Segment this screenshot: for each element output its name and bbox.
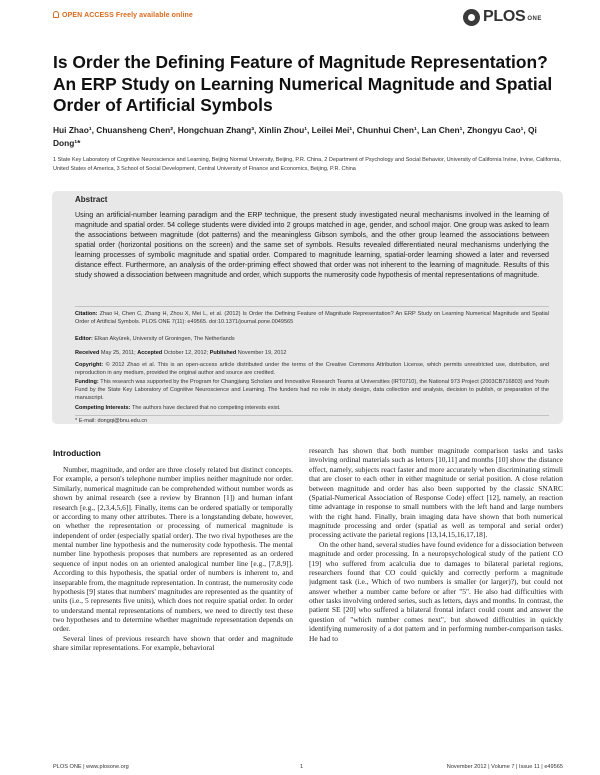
accepted-label: Accepted <box>137 350 163 356</box>
affiliations: 1 State Key Laboratory of Cognitive Neuroscience and Learning, Beijing Normal University, Beijing, P.R. China, 2 Department of Psychology and Social Behavior, University of California Irvine, Irvine, California, United States of America, 3 School of Social Development, Central University of Finance and Economics, Beijing, P.R. China <box>53 157 561 172</box>
body-column-left <box>53 465 293 755</box>
copyright <box>75 361 549 377</box>
paragraph: On the other hand, several studies have found evidence for a dissociation between magnitude and order processing. In a neuropsychological study of the patient CO [19] who suffered from acalculia due to damages to bilateral parietal regions, researchers found that CO could quickly and correctly perform a magnitude judgment task (i.e., Which of two numbers is smaller (or larger)?), but could not answer whether a number came before or after "5". He also had difficulties with other tasks involving ordered series, such as letters, days and months. In contrast, the patient SE [20] who suffered a bilateral frontal infarct could count and answer the question of "which number comes next", but showed difficulties in quickly identifying numerosity of a dot pattern and in performing number-comparison tasks. He had to <box>309 539 563 643</box>
funding-text: This research was supported by the Program for Changjiang Scholars and Innovative Research Teams at Universities (IRT0710), the National 973 Project (2003CB716803) and Youth Fund by the State Key Laboratory of Cognitive Neuroscience and Learning. The funders had no role in study design, data collection and analysis, decision to publish, or preparation of the manuscript. <box>75 379 549 402</box>
editor <box>75 335 549 343</box>
editor-label: Editor: <box>75 336 93 342</box>
paragraph: Number, magnitude, and order are three closely related but distinct concepts. For example, a person's telephone number implies neither magnitude nor order. Similarly, numerical magnitude can be comprehended without number words as shown by animal research (see a review by Brannon [1]) and human infant research [e.g., [2,3,4,5,6]]. Finally, items can be ordered spatially or temporally or according to many other attributes. There is a longstanding debate, however, on whether the representation or processing of numerical magnitude is independent of order (especially spatial order). The two rival hypotheses are the mental number line hypothesis and the numerosity code hypothesis. The mental number line hypothesis proposes that numbers are represented as an ordered sequence of input nodes on an oriented analogical number line [e.g., [7,8,9]]. According to this hypothesis, the spatial order of numbers is inherent to, and inseparable from, the magnitude representation. In contrast, the numerosity code hypothesis [9] states that numbers' magnitudes are represented as the quantity of units (i.e., 5 represents five units), which does not require spatial order. In order to understand mental representations of numbers, we need to directly test these two hypotheses and to determine whether magnitude representation depends on order. <box>53 465 293 634</box>
competing-interests <box>75 404 549 412</box>
open-lock-icon <box>53 11 59 18</box>
abstract-heading: Abstract <box>75 195 108 204</box>
article-title: Is Order the Defining Feature of Magnitude Representation? An ERP Study on Learning Numerical Magnitude and Spatial Order of Artificial Symbols <box>53 52 553 115</box>
open-access-label: OPEN ACCESS Freely available online <box>62 12 193 19</box>
journal-logo[interactable] <box>463 6 563 28</box>
dates <box>75 349 549 357</box>
paragraph: Several lines of previous research have shown that order and magnitude share similar representations. For example, behavioral <box>53 633 293 653</box>
meta-divider <box>75 415 549 416</box>
editor-text: Elkan Akyürek, University of Groningen, The Netherlands <box>94 336 235 342</box>
published-label: Published <box>209 350 237 356</box>
author-list: Hui Zhao¹, Chuansheng Chen², Hongchuan Zhang³, Xinlin Zhou¹, Leilei Mei¹, Chunhui Chen¹, Lan Chen¹, Zhongyu Cao¹, Qi Dong¹* <box>53 125 537 148</box>
competing-text: The authors have declared that no competing interests exist. <box>131 405 281 411</box>
received-date: May 25, 2011; <box>100 350 136 356</box>
page-number: 1 <box>300 764 304 770</box>
received-label: Received <box>75 350 100 356</box>
open-access-badge[interactable] <box>53 11 193 19</box>
journal-logo-text: PLOS <box>483 8 526 25</box>
plos-circle-icon <box>463 9 480 26</box>
citation-text: Zhao H, Chen C, Zhang H, Zhou X, Mei L, et al. (2012) Is Order the Defining Feature of Magnitude Representation? An ERP Study on Learning Numerical Magnitude and Spatial Order of Artificial Symbols. PLOS ONE 7(11): e49565. doi:10.1371/journal.pone.0049565 <box>75 311 549 326</box>
copyright-label: Copyright: <box>75 362 104 368</box>
accepted-date: October 12, 2012; <box>163 350 209 356</box>
abstract-text: Using an artificial-number learning paradigm and the ERP technique, the present study investigated neural mechanisms involved in the learning of magnitude and spatial order. 54 college students were divided into 2 groups matched in age, gender, and school major. One group was asked to learn the associations between magnitude (dot patterns) and the meaningless Gibson symbols, and the other group learned the associations between spatial order (horizontal positions on the screen) and the same set of symbols. Results revealed differentiated neural mechanisms underlying the learning processes of symbolic magnitude and spatial order. Compared to magnitude learning, spatial-order learning showed a later and reversed distance effect. Furthermore, an analysis of the order-priming effect showed that order was not inherent to the learning of magnitude. Results of this study showed a dissociation between magnitude and order, which supports the numerosity code hypothesis of mental representations of magnitude. <box>75 211 549 280</box>
footer-issue: November 2012 | Volume 7 | Issue 11 | e49565 <box>446 764 563 770</box>
body-column-right <box>309 446 563 756</box>
page-header <box>0 0 600 32</box>
section-heading-introduction: Introduction <box>53 449 101 458</box>
journal-logo-suffix: ONE <box>527 16 542 22</box>
abstract-divider <box>75 306 549 307</box>
published-date: November 19, 2012 <box>237 350 287 356</box>
competing-label: Competing Interests: <box>75 405 131 411</box>
paragraph: research has shown that both number magnitude comparison tasks and tasks involving ordinal materials such as letters [10,11] and months [10] show the distance effect, namely, subjects react faster and more accurately when discriminating stimuli that are closer to each other in either magnitude or serial position. A close relation between magnitude and order has also been supported by the classic SNARC (Spatial-Numerical Association of Response Code) effect [12], namely, an reaction time advantage in response to small numbers with the left hand and large numbers with the right hand. Finally, brain imaging data have shown that both numerical magnitude processing and order (spatial as well as temporal and serial order) processing activate the parietal regions [13,14,15,16,17,18]. <box>309 446 563 540</box>
copyright-text: © 2012 Zhao et al. This is an open-access article distributed under the terms of the Creative Commons Attribution License, which permits unrestricted use, distribution, and reproduction in any medium, provided the original author and source are credited. <box>75 362 549 377</box>
funding <box>75 378 549 402</box>
citation-label: Citation: <box>75 311 98 317</box>
contact-email[interactable]: * E-mail: dongqi@bnu.edu.cn <box>75 418 148 424</box>
citation <box>75 310 549 326</box>
funding-label: Funding: <box>75 379 99 385</box>
footer-journal[interactable]: PLOS ONE | www.plosone.org <box>53 764 129 770</box>
